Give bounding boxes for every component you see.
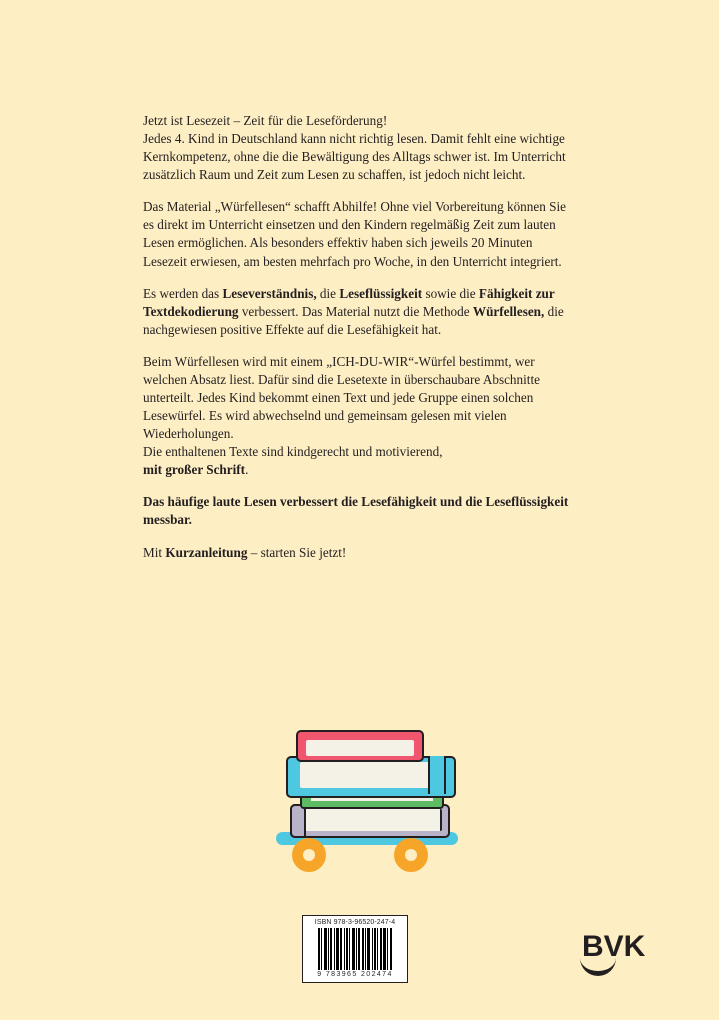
skateboard-wheel-right-icon — [394, 838, 428, 872]
benefits-part-5: die nachgewiesen positive Effekte auf die Lesefähigkeit hat. — [143, 303, 564, 337]
paragraph-cta — [143, 544, 577, 562]
paragraph-intro — [143, 112, 577, 184]
cta-bold-kurzanleitung: Kurzanleitung — [165, 544, 248, 560]
book-pink-icon — [296, 730, 424, 762]
benefits-part-3: sowie die — [422, 285, 479, 301]
benefits-bold-leseverstaendnis: Leseverständnis, — [222, 285, 317, 301]
book-pages — [306, 740, 414, 756]
benefits-bold-wuerfellesen: Würfellesen, — [472, 303, 545, 319]
wheel-hub-icon — [303, 849, 315, 861]
book-blue-icon — [286, 756, 456, 798]
paragraph-texts — [143, 443, 577, 479]
paragraph-material: Das Material „Würfellesen“ schafft Abhilfe! Ohne viel Vorbereitung können Sie es direkt im Unterricht einsetzen und den Kindern regelmäßig Zeit zum lauten Lesen ermöglichen. Als besonders effektiv haben sich jeweils 20 Minuten Lesezeit erwiesen, am besten mehrfach pro Woche, in den Unterricht integriert. — [143, 199, 566, 269]
book-pages — [302, 809, 442, 831]
book-pages — [300, 762, 440, 788]
publisher-logo — [576, 918, 656, 980]
result-bold: Das häufige laute Lesen verbessert die Lesefähigkeit und die Leseflüssigkeit messbar. — [143, 494, 569, 528]
publisher-logo-text: BVK — [582, 930, 646, 963]
book-band — [428, 756, 446, 794]
paragraph-result — [143, 493, 577, 529]
cta-part-1: Mit — [143, 544, 166, 560]
book-stack-illustration — [268, 712, 468, 882]
logo-swoosh-icon — [580, 954, 616, 976]
barcode-digits: 9 783965 202474 — [317, 971, 393, 978]
isbn-label: ISBN 978-3-96520-247-4 — [314, 919, 396, 926]
blurb-text-block — [143, 112, 577, 562]
paragraph-benefits — [143, 285, 577, 339]
barcode-bars — [307, 928, 403, 970]
wheel-hub-icon — [405, 849, 417, 861]
book-bottom-icon — [290, 804, 450, 838]
book-spine — [290, 804, 306, 838]
intro-headline: Jetzt ist Lesezeit – Zeit für die Leseförderung! — [143, 113, 388, 128]
isbn-barcode — [302, 915, 408, 983]
benefits-bold-textdekodierung: Fähigkeit zur Textdekodierung — [143, 285, 555, 319]
intro-body: Jedes 4. Kind in Deutschland kann nicht richtig lesen. Damit fehlt eine wichtige Kernkompetenz, ohne die die Bewältigung des Alltags schwer ist. Im Unterricht zusätzlich Raum und Zeit zum Lesen zu schaffen, ist jedoch nicht leicht. — [143, 131, 566, 183]
benefits-part-1: Es werden das — [143, 285, 223, 301]
benefits-part-4: verbessert. Das Material nutzt die Methode — [238, 303, 473, 319]
texts-bold-schrift: mit großer Schrift — [143, 462, 246, 478]
cta-part-2: – starten Sie jetzt! — [247, 544, 347, 560]
benefits-bold-lesefluessigkeit: Leseflüssigkeit — [339, 285, 423, 301]
texts-part-1: Die enthaltenen Texte sind kindgerecht und motivierend, — [143, 444, 443, 460]
benefits-part-2: die — [316, 285, 340, 301]
texts-part-2: . — [245, 462, 249, 478]
skateboard-wheel-left-icon — [292, 838, 326, 872]
paragraph-method: Beim Würfellesen wird mit einem „ICH-DU-WIR“-Würfel bestimmt, wer welchen Absatz liest. Dafür sind die Lesetexte in überschaubare Abschnitte unterteilt. Jedes Kind bekommt einen Text und jede Gruppe einen solchen Lesewürfel. Es wird abwechselnd und gemeinsam gelesen mit vielen Wiederholungen. — [143, 353, 540, 442]
